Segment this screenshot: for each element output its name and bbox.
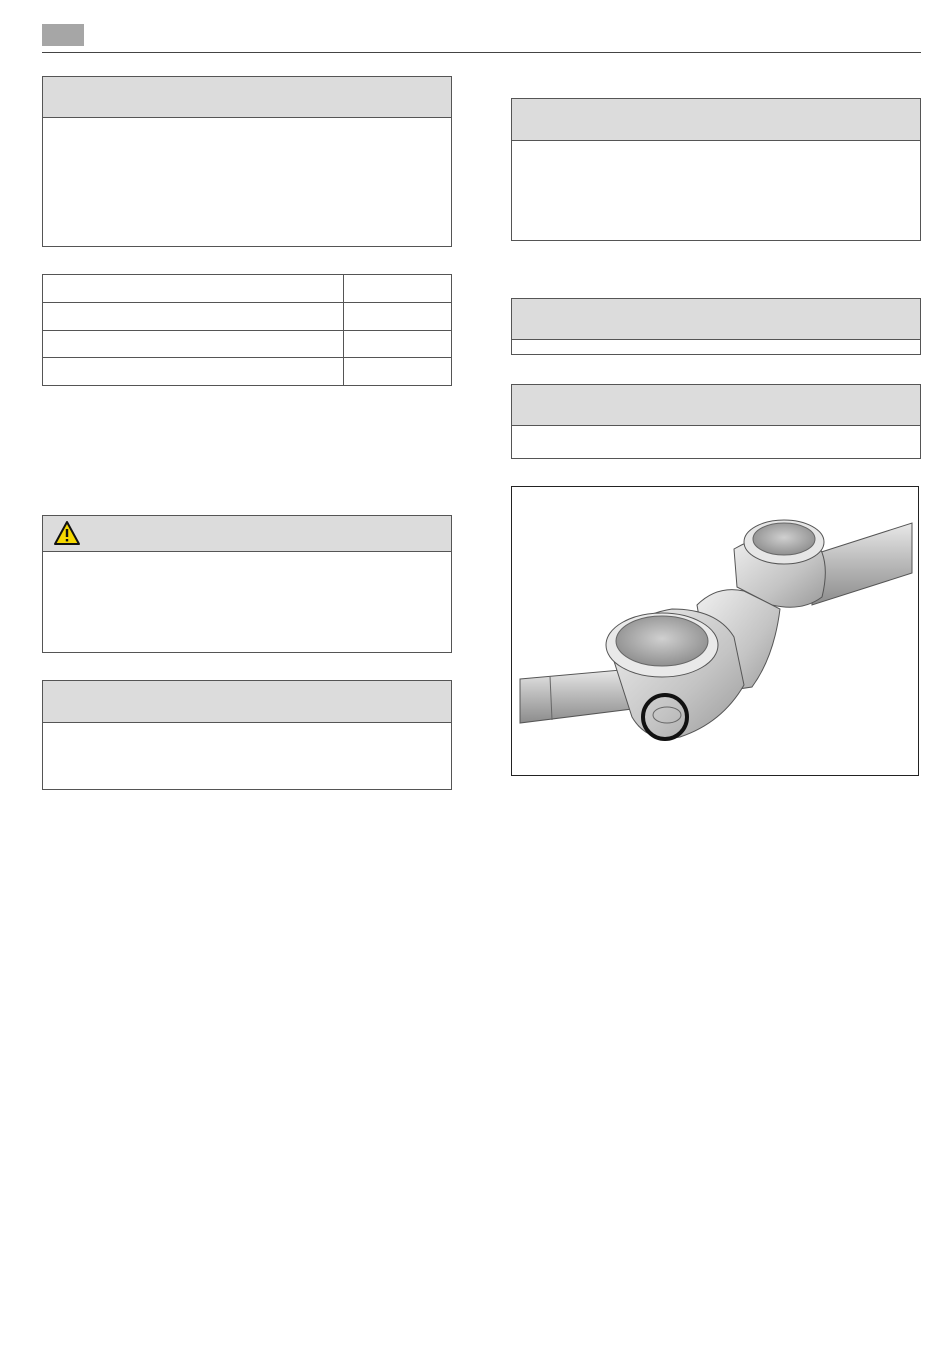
- info-box-left: [42, 680, 452, 790]
- note-box-right-body: [512, 128, 920, 240]
- short-box-right: [511, 298, 921, 355]
- warning-box-header: [43, 516, 451, 552]
- table-row: [43, 275, 452, 303]
- warning-box: [42, 515, 452, 653]
- spec-label: [43, 358, 344, 386]
- warning-triangle-icon: [53, 520, 81, 546]
- spec-value: [344, 330, 452, 358]
- handlebar-figure: [511, 486, 919, 776]
- short-box-right-body: [512, 327, 920, 354]
- spec-value: [344, 275, 452, 303]
- page-tab-marker: [42, 24, 84, 46]
- table-row: [43, 330, 452, 358]
- spec-value: [344, 358, 452, 386]
- warning-box-body: [43, 551, 451, 652]
- note-box-left: [42, 76, 452, 247]
- header-rule: [42, 52, 921, 53]
- note-box-left-body: [43, 105, 451, 246]
- note-box-right: [511, 98, 921, 241]
- table-row: [43, 358, 452, 386]
- table-row: [43, 302, 452, 330]
- spec-label: [43, 330, 344, 358]
- tip-box-right-body: [512, 413, 920, 458]
- spec-table: [42, 274, 452, 386]
- tip-box-right: [511, 384, 921, 459]
- handlebar-bracket-illustration: [512, 487, 918, 775]
- spec-label: [43, 302, 344, 330]
- spec-label: [43, 275, 344, 303]
- body-paragraph: [42, 400, 452, 500]
- spec-value: [344, 302, 452, 330]
- info-box-left-body: [43, 710, 451, 789]
